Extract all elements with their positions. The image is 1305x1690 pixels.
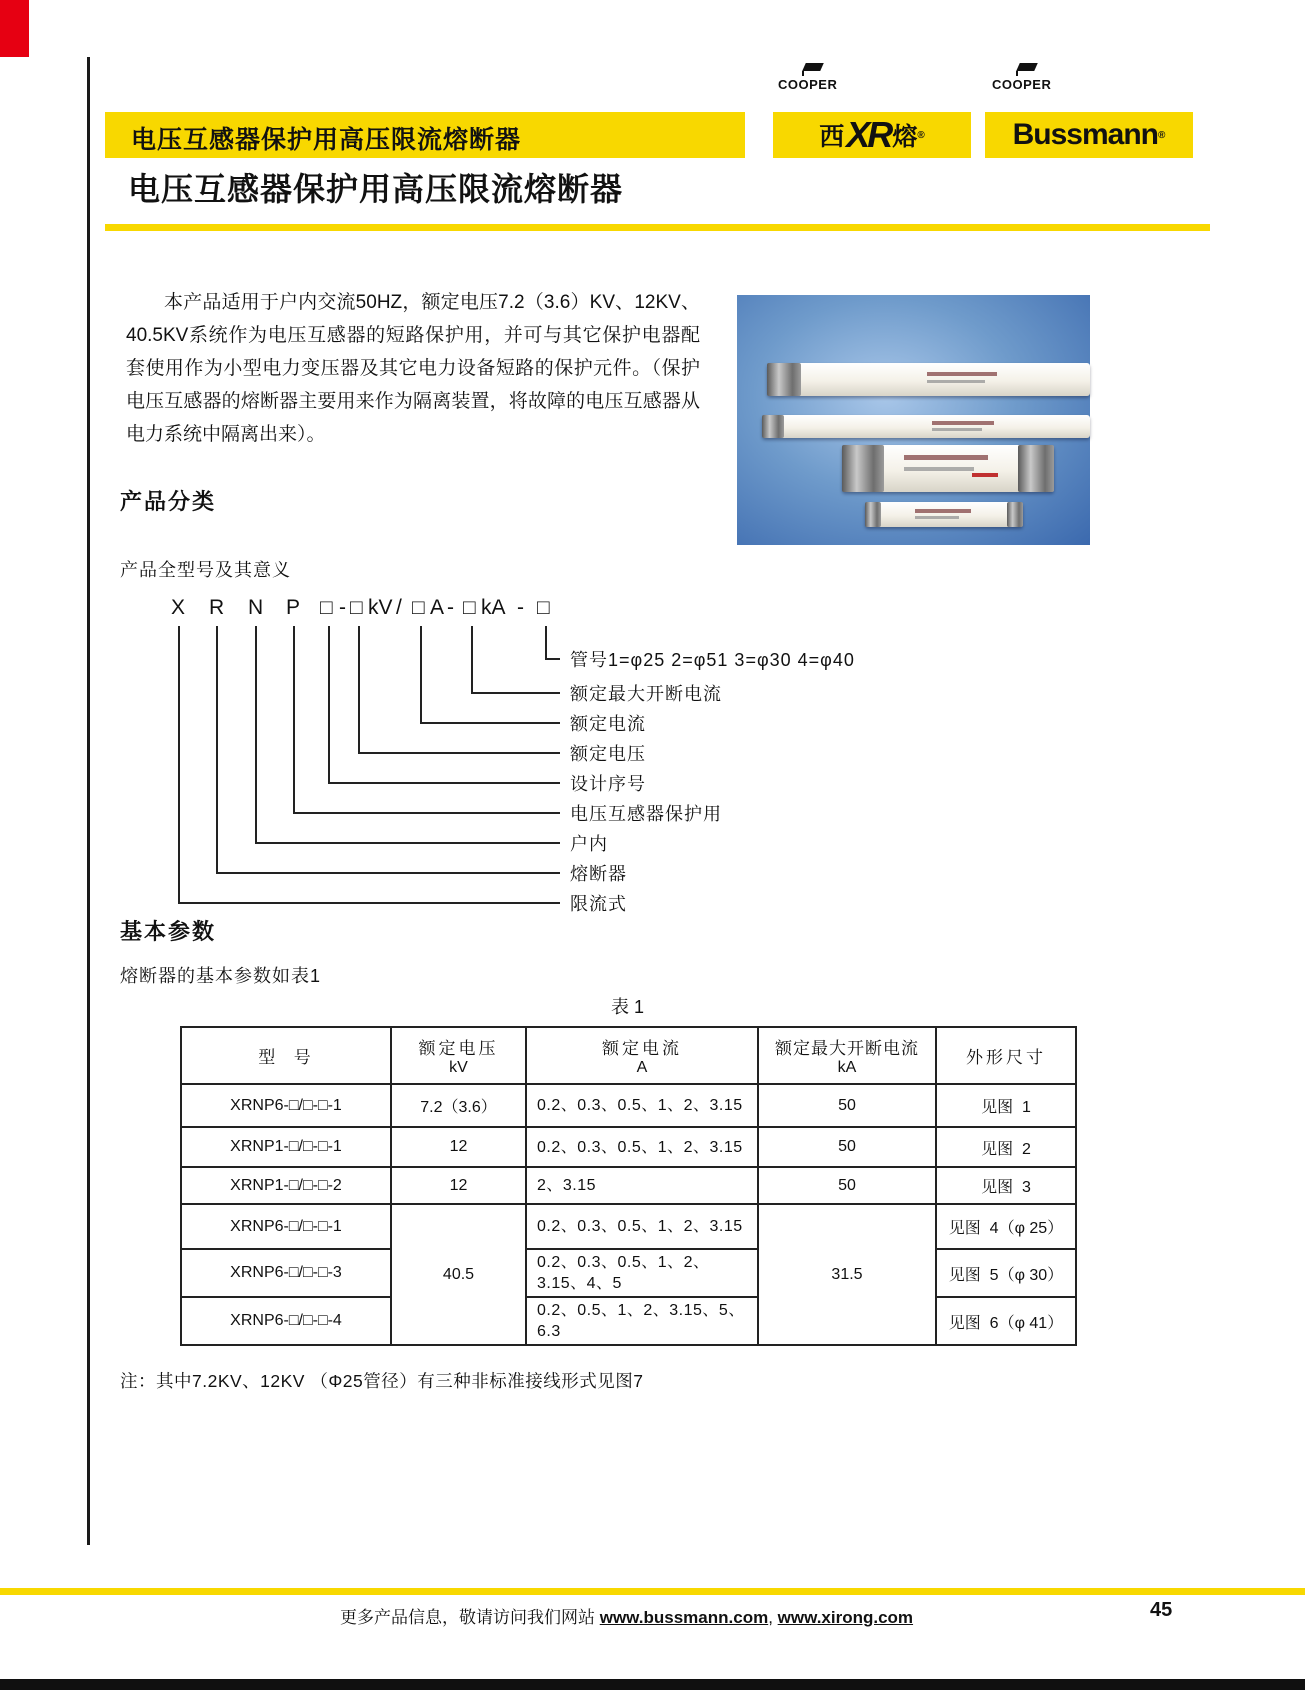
registered-mark: ® bbox=[1158, 129, 1166, 141]
cell-model: XRNP6-□/□-□-3 bbox=[181, 1249, 391, 1297]
fuse-tube-1 bbox=[767, 363, 1090, 396]
cooper-flag-icon bbox=[802, 63, 824, 71]
cell-current: 0.2、0.3、0.5、1、2、3.15 bbox=[526, 1084, 758, 1127]
fuse-tube-3 bbox=[842, 445, 1054, 492]
cell-current: 0.2、0.3、0.5、1、2、3.15 bbox=[526, 1204, 758, 1249]
header-bar-title: 电压互感器保护用高压限流熔断器 bbox=[131, 126, 522, 154]
table-caption: 表 1 bbox=[610, 997, 644, 1017]
model-code-token: X bbox=[171, 596, 186, 619]
col-header-dimension: 外形尺寸 bbox=[936, 1027, 1076, 1084]
fuse-label-mark bbox=[972, 473, 998, 477]
fuse-label-mark bbox=[904, 455, 988, 460]
model-code-token: - bbox=[339, 596, 346, 619]
fuse-end-cap bbox=[1007, 502, 1023, 527]
model-code-token: - bbox=[517, 596, 524, 619]
model-connector-line bbox=[471, 692, 560, 694]
model-code-token: / bbox=[396, 596, 402, 619]
meaning-label-rated-voltage: 额定电压 bbox=[570, 744, 646, 764]
fuse-end-cap bbox=[865, 502, 881, 527]
model-code-token: kV bbox=[368, 596, 393, 619]
table-header-row bbox=[181, 1027, 1076, 1084]
cell-current: 2、3.15 bbox=[526, 1167, 758, 1204]
cell-dimension: 见图 5（φ 30） bbox=[936, 1249, 1076, 1297]
cell-voltage: 12 bbox=[391, 1167, 526, 1204]
cell-voltage-merged: 40.5 bbox=[391, 1204, 526, 1345]
cell-breaking: 50 bbox=[758, 1167, 936, 1204]
model-connector-line bbox=[420, 626, 422, 722]
model-code-token: □ bbox=[350, 596, 363, 619]
cell-dimension: 见图 2 bbox=[936, 1127, 1076, 1167]
model-connector-line bbox=[293, 812, 560, 814]
bussmann-wordmark: Bussmann bbox=[1012, 118, 1158, 151]
header-bar bbox=[105, 112, 745, 158]
cell-current: 0.2、0.3、0.5、1、2、3.15、4、5 bbox=[526, 1249, 758, 1297]
cell-breaking-merged: 31.5 bbox=[758, 1204, 936, 1345]
model-connector-line bbox=[358, 752, 560, 754]
fuse-end-cap bbox=[842, 445, 884, 492]
model-connector-line bbox=[420, 722, 560, 724]
cooper-flag-pole-icon bbox=[1016, 71, 1018, 76]
cell-model: XRNP6-□/□-□-1 bbox=[181, 1204, 391, 1249]
cooper-wordmark: COOPER bbox=[778, 77, 838, 92]
page-title: 电压互感器保护用高压限流熔断器 bbox=[128, 171, 624, 207]
fuse-label-mark bbox=[932, 428, 982, 431]
table-note: 注：其中7.2KV、12KV （Φ25管径）有三种非标准接线形式见图7 bbox=[120, 1371, 644, 1391]
table-row bbox=[181, 1167, 1076, 1204]
intro-paragraph: 本产品适用于户内交流50HZ，额定电压7.2（3.6）KV、12KV、40.5KV系统作为电压互感器的短路保护用，并可与其它保护电器配套使用作为小型电力变压器及其它电力设备短路的保护元件。（保护电压互感器的熔断器主要用来作为隔离装置，将故障的电压互感器从电力系统中隔离出来）。 bbox=[126, 292, 700, 445]
meaning-label-pt-protection: 电压互感器保护用 bbox=[570, 804, 722, 824]
parameters-table bbox=[180, 1026, 1077, 1346]
xirong-logo-suffix: 熔 bbox=[892, 123, 918, 151]
model-code-token: kA bbox=[481, 596, 506, 619]
product-photo bbox=[737, 295, 1090, 545]
fuse-label-mark bbox=[932, 421, 994, 425]
cell-current: 0.2、0.3、0.5、1、2、3.15 bbox=[526, 1127, 758, 1167]
cell-breaking: 50 bbox=[758, 1127, 936, 1167]
col-header-voltage: 额定电压 kV bbox=[391, 1027, 526, 1084]
parameters-lead-text: 熔断器的基本参数如表1 bbox=[120, 966, 322, 986]
bussmann-link[interactable]: www.bussmann.com bbox=[599, 1608, 769, 1627]
cell-dimension: 见图 1 bbox=[936, 1084, 1076, 1127]
col-header-model: 型 号 bbox=[181, 1027, 391, 1084]
fuse-label-mark bbox=[904, 467, 974, 471]
meaning-label-max-breaking: 额定最大开断电流 bbox=[570, 684, 722, 704]
col-header-current: 额定电流 A bbox=[526, 1027, 758, 1084]
model-connector-line bbox=[328, 782, 560, 784]
table-row bbox=[181, 1249, 1076, 1297]
cooper-wordmark: COOPER bbox=[992, 77, 1052, 92]
model-connector-line bbox=[293, 626, 295, 812]
classification-subheading: 产品全型号及其意义 bbox=[120, 560, 291, 580]
model-connector-line bbox=[328, 626, 330, 782]
page-number: 45 bbox=[1150, 1599, 1173, 1621]
fuse-label-mark bbox=[915, 509, 971, 513]
table-row bbox=[181, 1084, 1076, 1127]
cell-model: XRNP6-□/□-□-1 bbox=[181, 1084, 391, 1127]
page-left-border-line bbox=[87, 57, 90, 1545]
cooper-logo-bussmann bbox=[992, 63, 1062, 92]
cell-current: 0.2、0.5、1、2、3.15、5、6.3 bbox=[526, 1297, 758, 1345]
footer-text bbox=[340, 1603, 913, 1628]
cell-breaking: 50 bbox=[758, 1084, 936, 1127]
model-connector-line bbox=[216, 872, 560, 874]
title-underline-rule bbox=[105, 224, 1210, 231]
fuse-label-mark bbox=[915, 516, 959, 519]
model-code-token: □ bbox=[463, 596, 476, 619]
cell-model: XRNP1-□/□-□-1 bbox=[181, 1127, 391, 1167]
meaning-label-fuse: 熔断器 bbox=[570, 864, 627, 884]
model-connector-line bbox=[545, 658, 560, 660]
model-connector-line bbox=[358, 626, 360, 752]
footer-separator: , bbox=[768, 1608, 778, 1627]
fuse-tube-4 bbox=[865, 502, 1023, 527]
cell-model: XRNP6-□/□-□-4 bbox=[181, 1297, 391, 1345]
fuse-label-mark bbox=[927, 380, 985, 383]
fuse-end-cap bbox=[762, 415, 784, 438]
model-code-token: N bbox=[248, 596, 264, 619]
cell-dimension: 见图 6（φ 41） bbox=[936, 1297, 1076, 1345]
col-header-breaking: 额定最大开断电流 kA bbox=[758, 1027, 936, 1084]
cooper-logo-xirong bbox=[778, 63, 848, 92]
section-heading-classification: 产品分类 bbox=[120, 489, 217, 514]
model-connector-line bbox=[255, 842, 560, 844]
cooper-flag-icon bbox=[1016, 63, 1038, 71]
model-connector-line bbox=[255, 626, 257, 842]
cooper-flag-pole-icon bbox=[802, 71, 804, 76]
cell-model: XRNP1-□/□-□-2 bbox=[181, 1167, 391, 1204]
model-code-token: - bbox=[447, 596, 454, 619]
xirong-logo-prefix: 西 bbox=[819, 123, 845, 151]
xirong-logo bbox=[773, 112, 971, 158]
footer-rule bbox=[0, 1588, 1305, 1595]
section-heading-parameters: 基本参数 bbox=[120, 919, 217, 944]
table-row bbox=[181, 1204, 1076, 1249]
meaning-label-rated-current: 额定电流 bbox=[570, 714, 646, 734]
meaning-label-design-serial: 设计序号 bbox=[570, 774, 646, 794]
cell-dimension: 见图 3 bbox=[936, 1167, 1076, 1204]
registered-mark: ® bbox=[917, 129, 925, 141]
fuse-end-cap bbox=[1018, 445, 1054, 492]
model-code-token: P bbox=[286, 596, 301, 619]
model-code-token: □ bbox=[320, 596, 333, 619]
meaning-label-indoor: 户内 bbox=[570, 834, 608, 854]
page-bottom-border-line bbox=[0, 1679, 1305, 1690]
cell-voltage: 7.2（3.6） bbox=[391, 1084, 526, 1127]
model-connector-line bbox=[545, 626, 547, 658]
model-connector-line bbox=[178, 902, 560, 904]
fuse-label-mark bbox=[927, 372, 997, 376]
footer-message: 更多产品信息，敬请访问我们网站 bbox=[340, 1608, 600, 1627]
table-row bbox=[181, 1127, 1076, 1167]
bussmann-logo bbox=[985, 112, 1193, 158]
model-connector-line bbox=[178, 626, 180, 902]
fuse-end-cap bbox=[767, 363, 801, 396]
model-code-token: A bbox=[430, 596, 445, 619]
page-corner-red-mark bbox=[0, 0, 29, 57]
fuse-tube-2 bbox=[762, 415, 1090, 438]
xirong-logo-xr: XR bbox=[846, 114, 891, 155]
model-code-token: □ bbox=[537, 596, 550, 619]
cell-dimension: 见图 4（φ 25） bbox=[936, 1204, 1076, 1249]
model-code-token: □ bbox=[412, 596, 425, 619]
table-row bbox=[181, 1297, 1076, 1345]
model-connector-line bbox=[216, 626, 218, 872]
meaning-label-tube-number: 管号1=φ25 2=φ51 3=φ30 4=φ40 bbox=[570, 650, 855, 670]
xirong-link[interactable]: www.xirong.com bbox=[777, 1608, 914, 1627]
cell-voltage: 12 bbox=[391, 1127, 526, 1167]
model-connector-line bbox=[471, 626, 473, 692]
model-code-token: R bbox=[209, 596, 225, 619]
meaning-label-current-limit: 限流式 bbox=[570, 894, 627, 914]
